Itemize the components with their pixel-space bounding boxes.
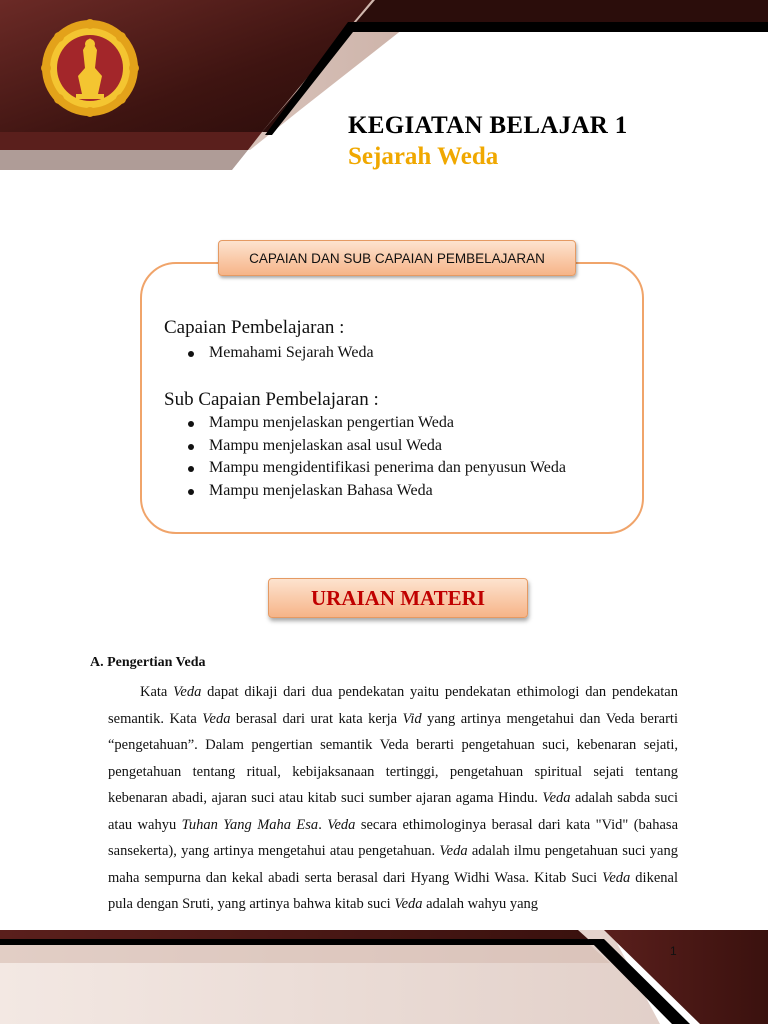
sub-capaian-item: Mampu mengidentifikasi penerima dan penyusun Weda (188, 457, 566, 480)
paragraph-run: berasal dari urat kata kerja (230, 710, 403, 727)
italic-term: Veda (327, 816, 356, 833)
lesson-title: KEGIATAN BELAJAR 1 (348, 112, 628, 139)
paragraph-run: Kata (140, 684, 174, 700)
italic-term: Vid (402, 710, 422, 727)
paragraph-run: adalah wahyu yang (422, 896, 539, 912)
sub-capaian-item: Mampu menjelaskan asal usul Weda (188, 435, 566, 458)
section-banner: URAIAN MATERI (268, 578, 528, 618)
paragraph-run: secara ethimologinya berasal dari kata "Vid" (bahasa sansekerta), yang artinya mengetahui atau pengetahuan. (108, 816, 679, 859)
sub-capaian-item: Mampu menjelaskan pengertian Weda (188, 412, 566, 435)
body-paragraph (108, 679, 678, 918)
paragraph-run: adalah sabda suci atau wahyu (108, 790, 678, 833)
paragraph-run: dapat dikaji dari dua pendekatan yaitu pendekatan ethimologi dan pendekatan semantik. Kata (108, 684, 678, 727)
sub-capaian-list (188, 412, 566, 502)
paragraph-run: dikenal pula dengan Sruti, yang artinya bahwa kitab suci (108, 869, 678, 912)
page-number: 1 (670, 944, 677, 958)
learning-outcomes-tab: CAPAIAN DAN SUB CAPAIAN PEMBELAJARAN (218, 240, 576, 276)
capaian-heading: Capaian Pembelajaran : (164, 317, 345, 338)
sub-capaian-heading: Sub Capaian Pembelajaran : (164, 389, 379, 410)
lesson-subtitle: Sejarah Weda (348, 143, 499, 170)
paragraph-run: yang artinya mengetahui dan Veda berarti “pengetahuan”. Dalam pengertian semantik Veda berarti pengetahuan suci, kebenaran sejati, pengetahuan tentang ritual, kebijaksanaan tertinggi, pengetahuan spiritual sejati tentang kebenaran abadi, ajaran suci atau kitab suci sumber ajaran agama Hindu. (108, 710, 678, 806)
italic-term: Veda (394, 896, 423, 912)
italic-term: Veda (602, 869, 631, 886)
capaian-item: Memahami Sejarah Weda (188, 342, 374, 365)
capaian-list (188, 342, 374, 365)
italic-term: Veda (439, 843, 468, 859)
paragraph-run: . (318, 816, 328, 833)
section-heading: A. Pengertian Veda (90, 655, 206, 670)
sub-capaian-item: Mampu menjelaskan Bahasa Weda (188, 480, 566, 503)
italic-term: Veda (542, 790, 571, 806)
italic-term: Tuhan Yang Maha Esa (181, 816, 319, 833)
italic-term: Veda (173, 684, 202, 700)
paragraph-run: adalah ilmu pengetahuan suci yang maha sempurna dan kekal abadi serta berasal dari Hyang Widhi Wasa. Kitab Suci (108, 843, 678, 886)
footer-banner (0, 925, 768, 1024)
italic-term: Veda (202, 710, 231, 727)
golden-seal-emblem-icon (40, 18, 140, 118)
